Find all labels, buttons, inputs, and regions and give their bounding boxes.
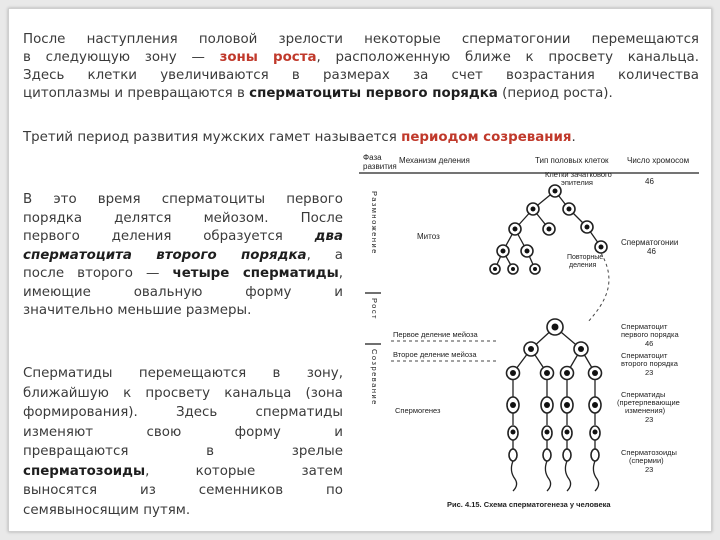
phase-growth-label: Рост: [370, 298, 379, 321]
meiosis-tree: [507, 319, 602, 380]
spermatocyte-2-label: Сперматоцит: [621, 351, 668, 360]
spermatogonia-count: 46: [647, 247, 656, 256]
spermatozoa-label: Сперматозоиды: [621, 448, 677, 457]
spermatozoa: [509, 449, 599, 491]
spermatogenesis-diagram: [355, 151, 703, 521]
paragraph-growth-line1: После наступления половой зрелости некоторые сперматогонии перемещаются: [23, 32, 699, 47]
spermatocyte-1-label: Сперматоцит: [621, 322, 668, 331]
spermiogenesis-label: Спермогенез: [395, 406, 441, 415]
spermiogenesis-cells: [507, 380, 601, 449]
header-mechanism: Механизм деления: [399, 156, 470, 165]
header-cell-type: Тип половых клеток: [535, 156, 609, 165]
repeated-divisions-label-2: деления: [569, 262, 597, 269]
spermatids-label-3: изменения): [625, 406, 666, 415]
spermatocyte-1-count: 46: [645, 339, 654, 348]
spermatids-count: 23: [645, 415, 654, 424]
spermatids-label: Сперматиды: [621, 390, 666, 399]
paragraph-spermatids: Сперматиды перемещаются в зону, ближайшую к просвету канальца (зона формирования). Здесь сперматиды изменяют свою форму и превращаются в зрелые сперматозоиды, которые затем выносятся из семенников по семявыносящим путям.: [23, 366, 343, 518]
spermatocyte-2-count: 23: [645, 368, 654, 377]
second-meiotic-division-label: Второе деление мейоза: [393, 350, 477, 359]
spermatozoa-count: 23: [645, 465, 654, 474]
spermatids-label-2: (претерпевающие: [617, 398, 680, 407]
spermatozoa-label-2: (спермии): [629, 456, 664, 465]
paragraph-meiosis: В это время сперматоциты первого порядка делятся мейозом. После первого деления образуется два сперматоцита второго порядка, а после второго — четыре сперматиды, имеющие овальную форму и значительно меньшие размеры.: [23, 192, 343, 318]
repeated-divisions-label: Повторные: [567, 254, 604, 261]
figure-caption: Рис. 4.15. Схема сперматогенеза у человека: [447, 500, 611, 509]
phase-reproduction-label: Размножение: [370, 191, 379, 255]
germinal-epithelium-label-2: эпителия: [561, 178, 593, 187]
header-chromosome-count: Число хромосом: [627, 156, 690, 165]
paragraph-growth-line2: в следующую зону — зоны роста, расположенную ближе к просвету канальца.: [23, 50, 699, 65]
first-order-spermatocyte-term: сперматоциты первого порядка: [249, 86, 498, 101]
germinal-epithelium-label: Клетки зачаткового: [545, 170, 612, 179]
first-meiotic-division-label: Первое деление мейоза: [393, 330, 478, 339]
paragraph-growth-line3: Здесь клетки увеличиваются в размерах за счет возрастания количества: [23, 68, 699, 83]
paragraph-growth-line4: цитоплазмы и превращаются в сперматоциты первого порядка (период роста).: [23, 86, 613, 101]
phase-maturation-label: Созревание: [370, 349, 379, 406]
spermatogenesis-figure: [355, 151, 703, 521]
paragraph-maturation-period: Третий период развития мужских гамет называется периодом созревания.: [23, 130, 576, 145]
spermatocyte-1-label-2: первого порядка: [621, 330, 679, 339]
spermatogonia-label: Сперматогонии: [621, 238, 679, 247]
mitosis-label: Митоз: [417, 232, 440, 241]
spermatocyte-2-label-2: второго порядка: [621, 359, 678, 368]
maturation-period-term: периодом созревания: [401, 130, 572, 145]
header-phase-2: развития: [363, 162, 397, 171]
header-phase: Фаза: [363, 153, 382, 162]
growth-zone-term: зоны роста: [219, 50, 317, 65]
germinal-epithelium-count: 46: [645, 177, 654, 186]
